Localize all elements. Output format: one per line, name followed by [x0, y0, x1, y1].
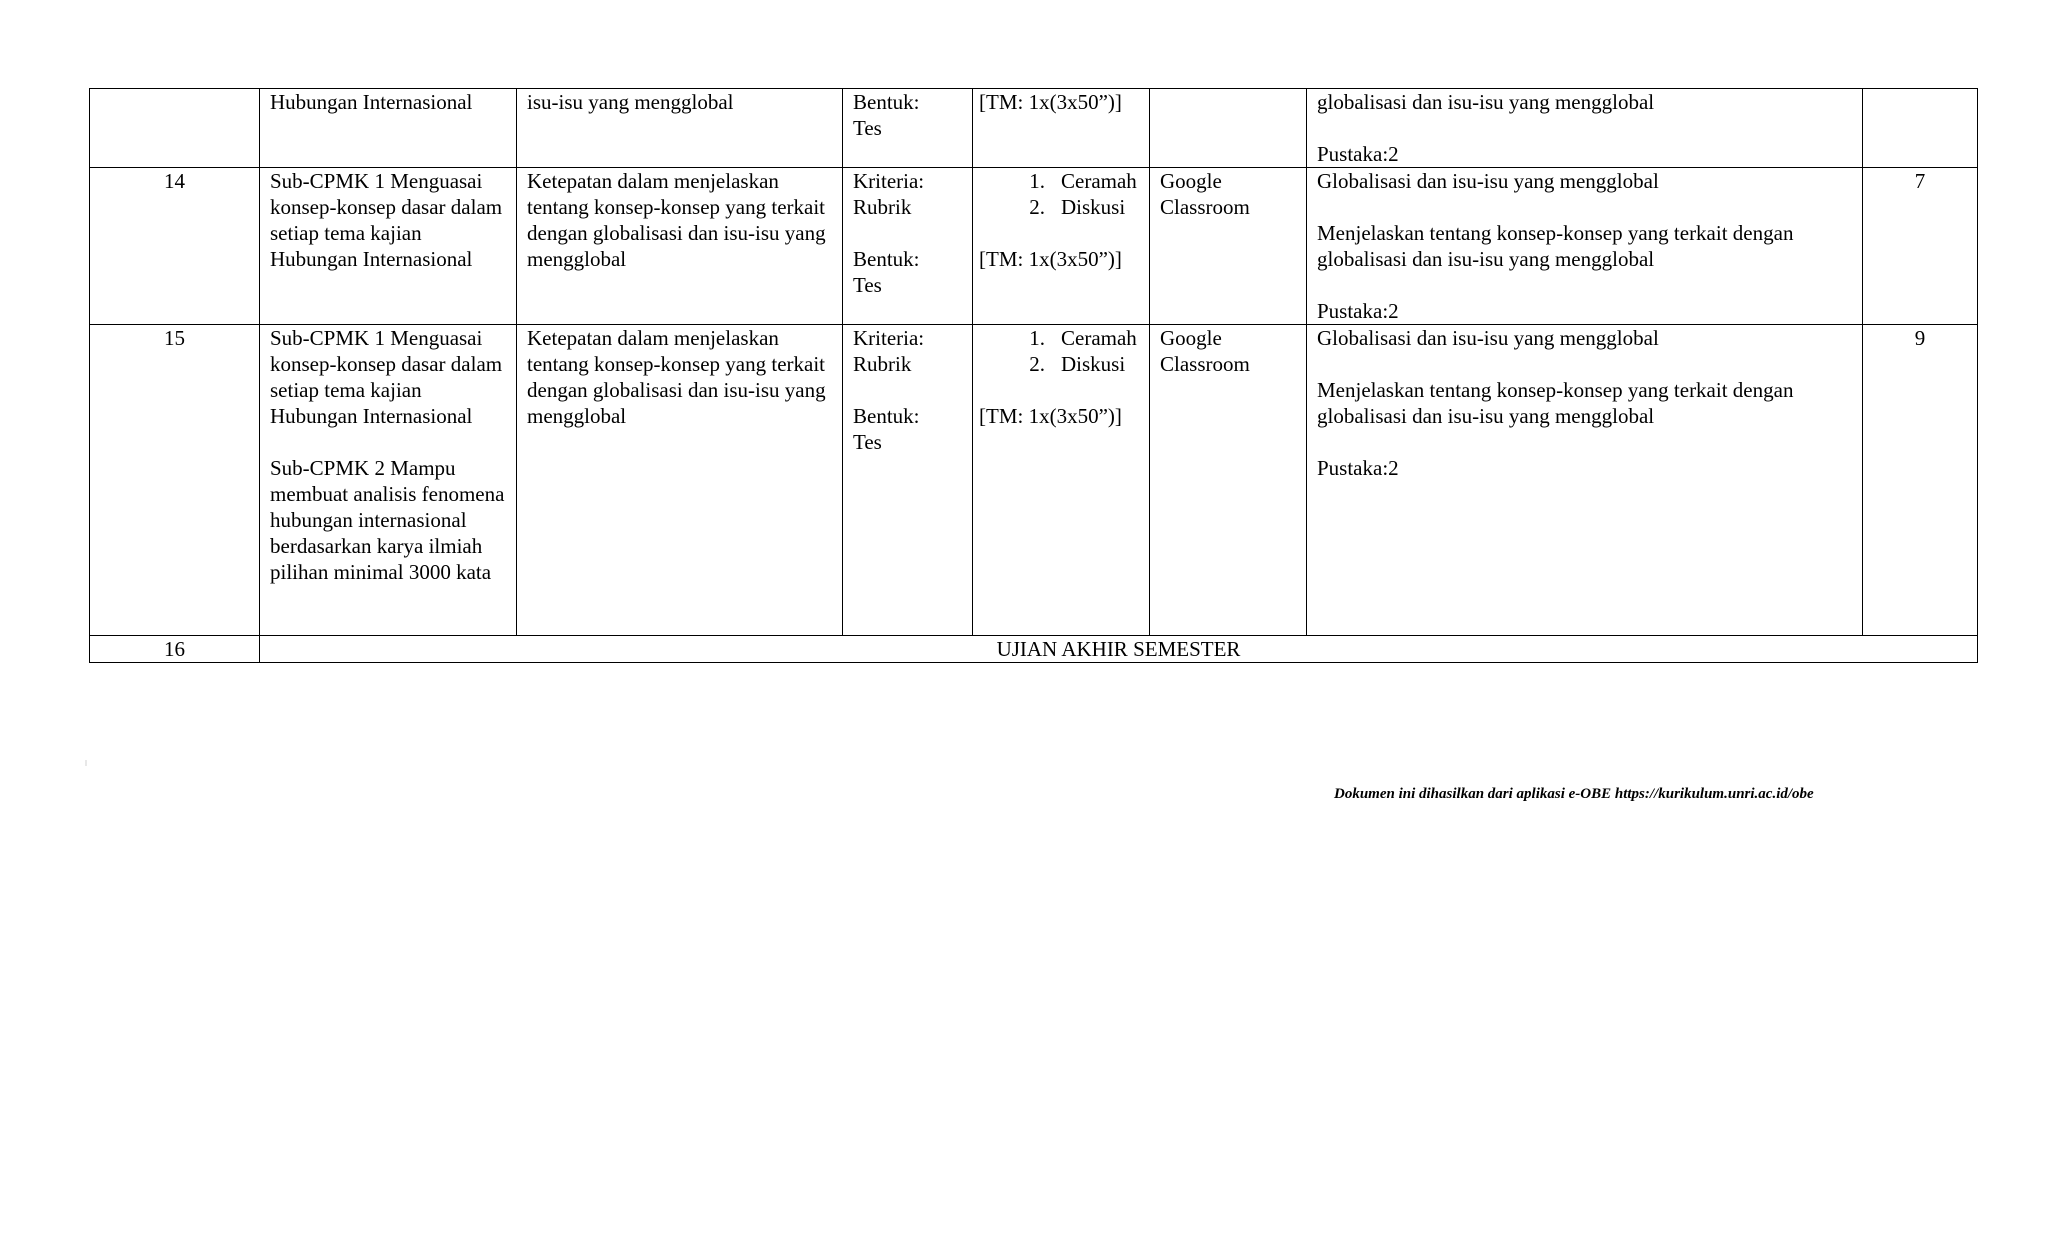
cell-subcpmk — [260, 168, 517, 325]
kriteria-text: Kriteria: Rubrik — [853, 169, 925, 219]
list-item-number: 1. — [1029, 326, 1045, 350]
list-item — [979, 194, 1143, 220]
list-item-number: 2. — [1029, 352, 1045, 376]
list-item — [979, 325, 1143, 351]
list-item-text: Diskusi — [1061, 352, 1126, 376]
kriteria-text: Bentuk: Tes — [853, 404, 920, 454]
materi-text: Pustaka:2 — [1317, 456, 1399, 480]
subcpmk-text: Sub-CPMK 1 Menguasai konsep-konsep dasar dalam setiap tema kajian Hubungan Internasional — [270, 169, 503, 271]
cell-materi — [1307, 168, 1863, 325]
tm-text: [TM: 1x(3x50”)] — [979, 404, 1122, 428]
page-mark — [85, 760, 87, 766]
list-item-number: 1. — [1029, 169, 1045, 193]
cell-indikator: isu-isu yang mengglobal — [517, 89, 843, 168]
cell-kriteria — [843, 89, 973, 168]
list-item-text: Ceramah — [1061, 169, 1137, 193]
materi-text: Globalisasi dan isu-isu yang mengglobal — [1317, 169, 1659, 193]
cell-minggu: 15 — [90, 325, 260, 636]
rps-table-body — [90, 89, 1978, 636]
footer-note: Dokumen ini dihasilkan dari aplikasi e-OBE https://kurikulum.unri.ac.id/obe — [1334, 786, 1814, 802]
cell-media: Google Classroom — [1150, 168, 1307, 325]
materi-text: Menjelaskan tentang konsep-konsep yang terkait dengan globalisasi dan isu-isu yang mengglobal — [1317, 378, 1794, 428]
list-item-number: 2. — [1029, 195, 1045, 219]
kriteria-text: Bentuk: Tes — [853, 90, 920, 140]
cell-bobot: 7 — [1863, 168, 1978, 325]
table-row — [90, 325, 1978, 636]
list-item — [979, 351, 1143, 377]
kriteria-text: Kriteria: Rubrik — [853, 326, 925, 376]
cell-metode — [973, 89, 1150, 168]
materi-text: Menjelaskan tentang konsep-konsep yang terkait dengan globalisasi dan isu-isu yang mengglobal — [1317, 221, 1794, 271]
table-row — [90, 168, 1978, 325]
cell-materi — [1307, 89, 1863, 168]
cell-minggu — [90, 89, 260, 168]
tm-text: [TM: 1x(3x50”)] — [979, 90, 1122, 114]
rps-table — [89, 88, 1978, 663]
subcpmk-text: Sub-CPMK 2 Mampu membuat analisis fenomena hubungan internasional berdasarkan karya ilmiah pilihan minimal 3000 kata — [270, 456, 505, 584]
cell-bobot — [1863, 89, 1978, 168]
subcpmk-text: Hubungan Internasional — [270, 90, 473, 114]
cell-subcpmk — [260, 89, 517, 168]
metode-list — [979, 325, 1143, 377]
materi-text: Globalisasi dan isu-isu yang mengglobal — [1317, 326, 1659, 350]
materi-text: Pustaka:2 — [1317, 142, 1399, 166]
cell-indikator: Ketepatan dalam menjelaskan tentang konsep-konsep yang terkait dengan globalisasi dan isu-isu yang mengglobal — [517, 168, 843, 325]
kriteria-text: Bentuk: Tes — [853, 247, 920, 297]
uas-label: UJIAN AKHIR SEMESTER — [260, 636, 1978, 663]
list-item-text: Ceramah — [1061, 326, 1137, 350]
cell-media: Google Classroom — [1150, 325, 1307, 636]
cell-materi — [1307, 325, 1863, 636]
cell-bobot: 9 — [1863, 325, 1978, 636]
list-item — [979, 168, 1143, 194]
cell-minggu-uas: 16 — [90, 636, 260, 663]
metode-list — [979, 168, 1143, 220]
cell-media — [1150, 89, 1307, 168]
subcpmk-text: Sub-CPMK 1 Menguasai konsep-konsep dasar dalam setiap tema kajian Hubungan Internasional — [270, 326, 503, 428]
cell-metode — [973, 168, 1150, 325]
cell-minggu: 14 — [90, 168, 260, 325]
materi-text: Pustaka:2 — [1317, 299, 1399, 323]
materi-text: globalisasi dan isu-isu yang mengglobal — [1317, 90, 1655, 114]
cell-kriteria — [843, 168, 973, 325]
tm-text: [TM: 1x(3x50”)] — [979, 247, 1122, 271]
table-row-uas — [90, 636, 1978, 663]
cell-kriteria — [843, 325, 973, 636]
table-row — [90, 89, 1978, 168]
cell-indikator: Ketepatan dalam menjelaskan tentang konsep-konsep yang terkait dengan globalisasi dan isu-isu yang mengglobal — [517, 325, 843, 636]
cell-metode — [973, 325, 1150, 636]
cell-subcpmk — [260, 325, 517, 636]
list-item-text: Diskusi — [1061, 195, 1126, 219]
